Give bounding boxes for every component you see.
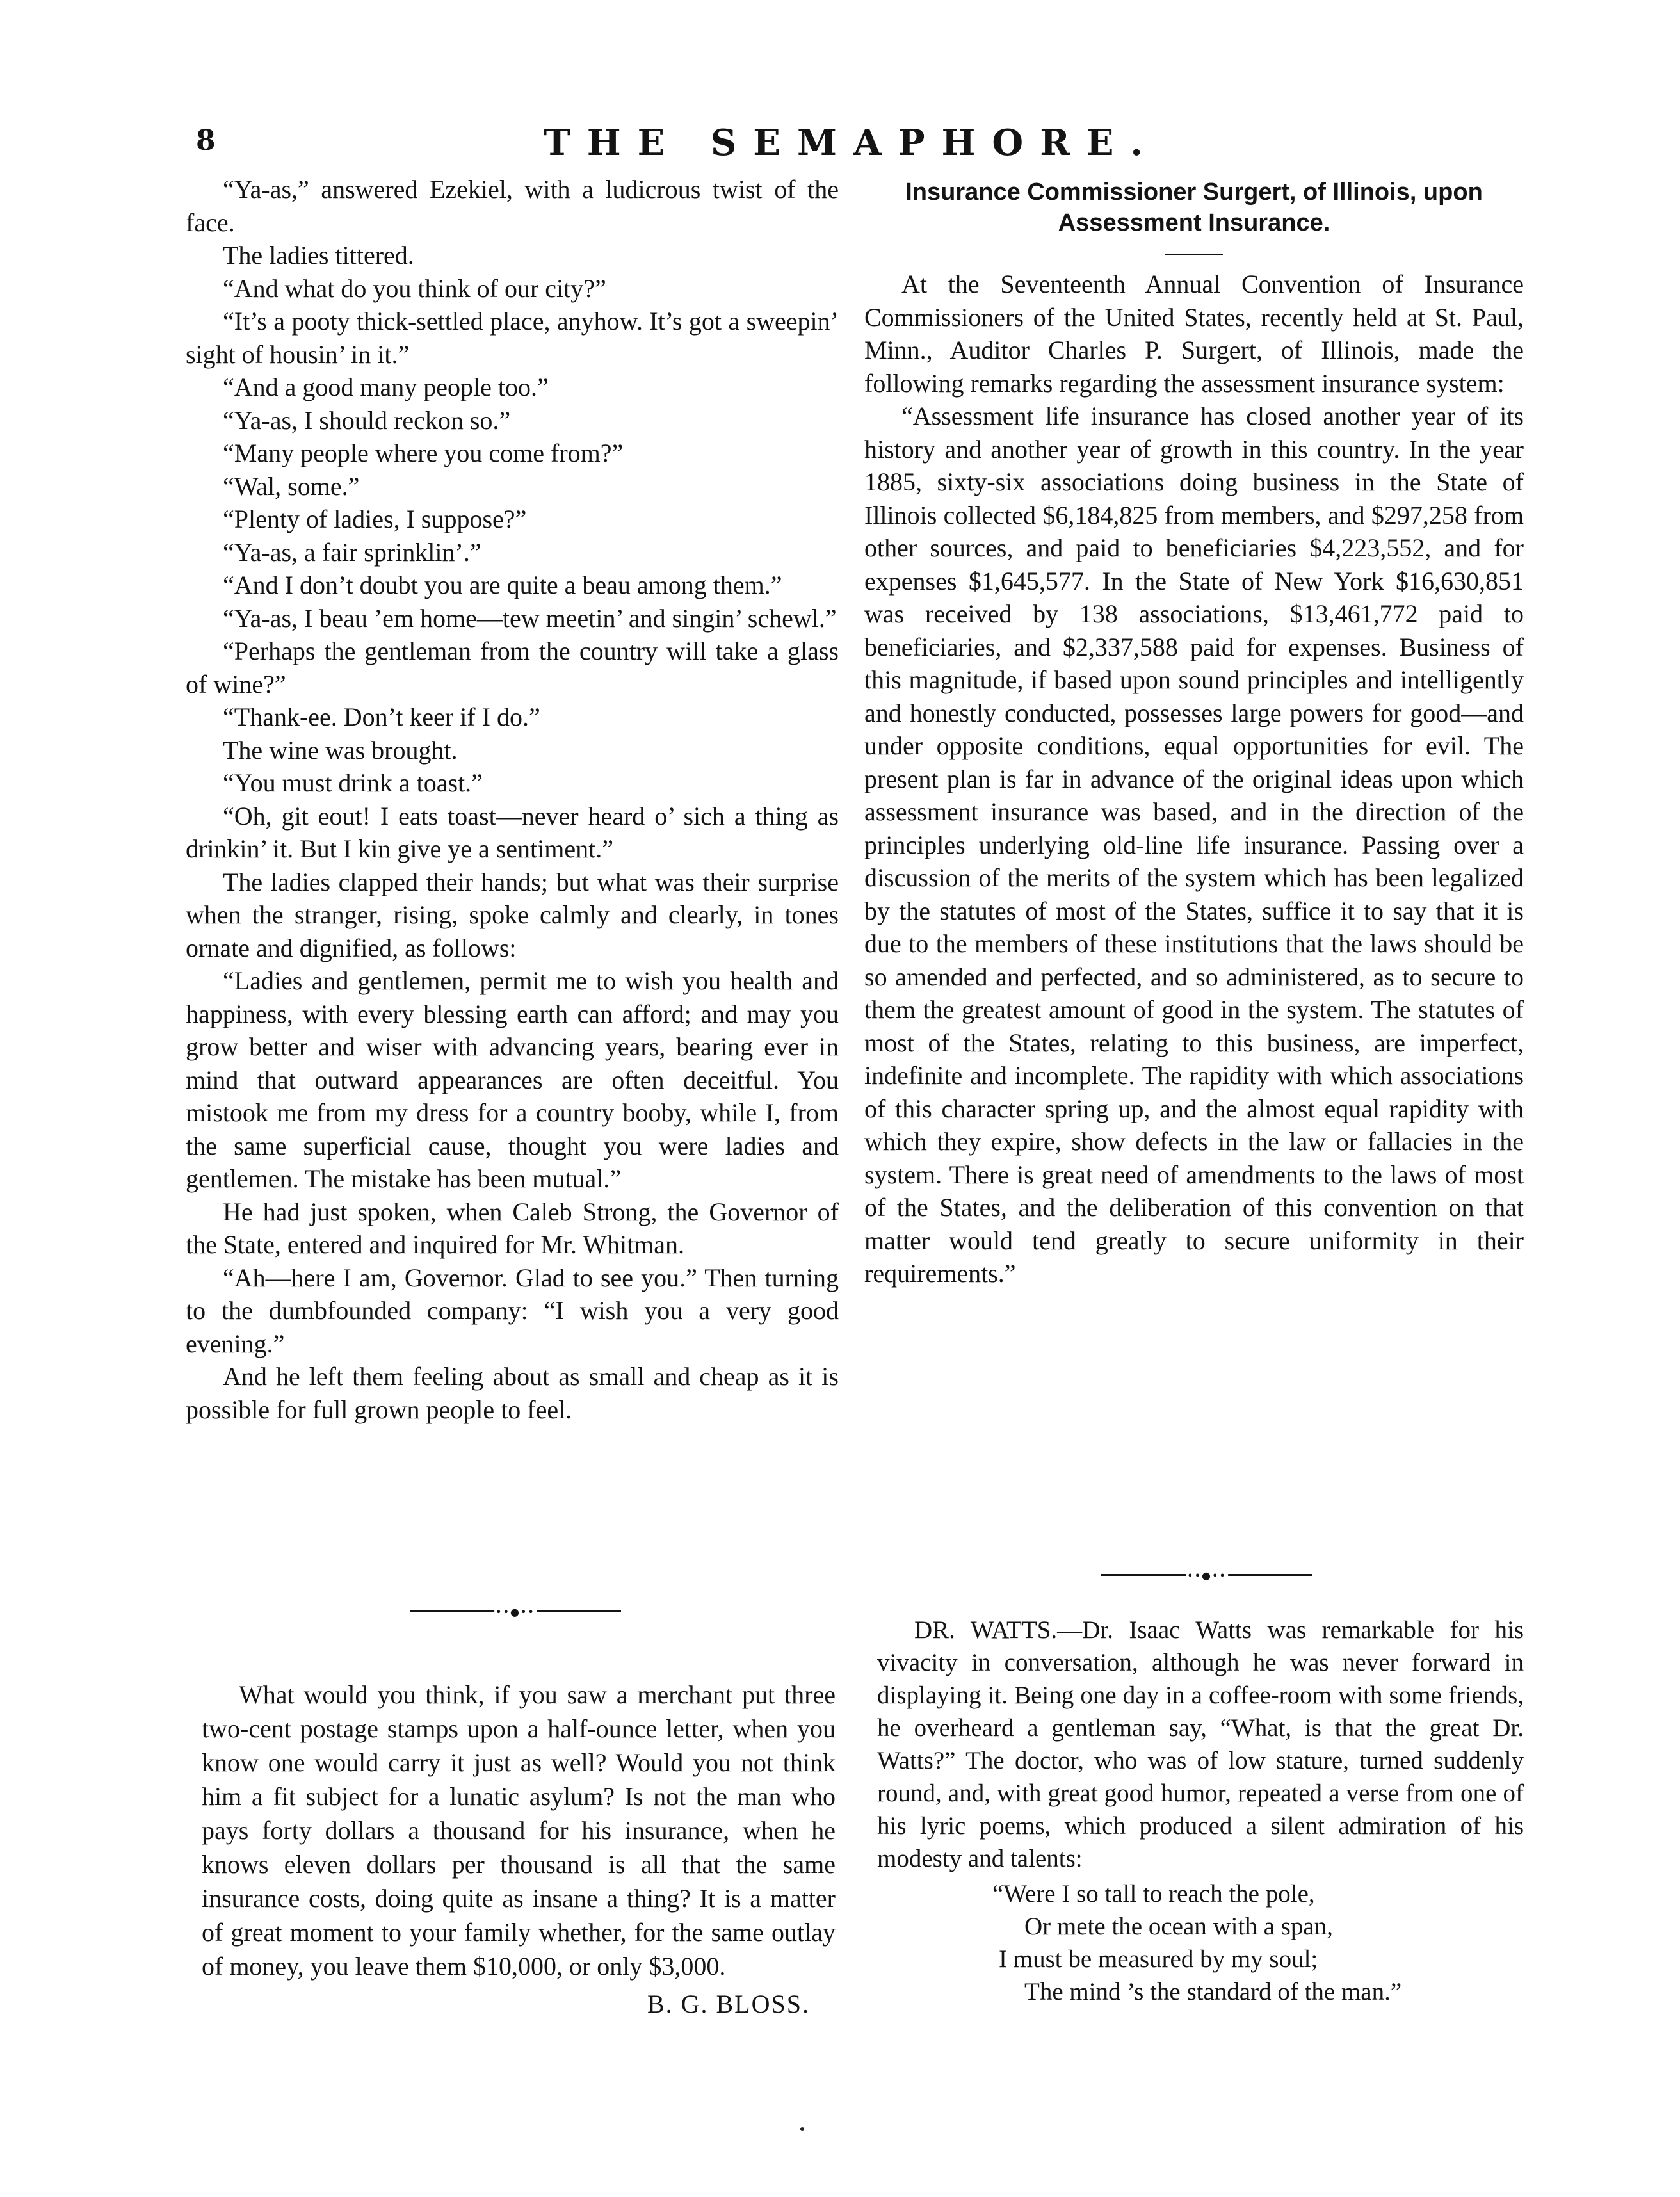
section-divider: ••●••	[1101, 1574, 1312, 1576]
story-paragraph: “And what do you think of our city?”	[223, 273, 606, 303]
story-paragraph: “Plenty of ladies, I suppose?”	[223, 505, 527, 533]
author-signature: B. G. BLOSS.	[647, 1990, 810, 2018]
story-paragraph: “Oh, git eout! I eats toast—never heard o’ sich a thing as drinkin’ it. But I kin give ye a sentiment.”	[186, 801, 839, 863]
watts-lead: DR. WATTS.	[914, 1616, 1058, 1644]
article-paragraph: “Assessment life insurance has closed another year of its history and another year of growth in this country. In the year 1885, sixty-six associations doing business in the State of Illinois collected $6,184,825 from members, and $297,258 from other sources, and paid to beneficiaries $4,223,552, and for expenses $1,645,577. In the State of New York $16,630,851 was received by 138 associations, $13,461,772 paid to beneficiaries, and $2,337,588 paid for expenses. Business of this magnitude, if based upon sound principles and intelligently and honestly conducted, possesses large powers for good—and under opposite conditions, equal opportunities for evil. The present plan is far in advance of the original ideas upon which assessment insurance was based, and in the direction of the principles underlying old-line life insurance. Passing over a discussion of the merits of the system which has been legalized by the statutes of most of the States, suffice it to say that it is due to the members of these institutions that the laws should be so amended and perfected, and so administered, as to secure to them the greatest amount of good in the system. The statutes of most of the States, relating to this business, are imperfect, indefinite and incomplete. The rapidity with which associations of this character spring up, and the almost equal rapidity with which they expire, show defects in the law or fallacies in the system. There is great need of amendments to the laws of most of the States, and the deliberation of this convention on that matter would tend greatly to secure uniformity in their requirements.”	[864, 401, 1524, 1288]
title-rule	[1165, 254, 1223, 255]
story-paragraph: “Wal, some.”	[223, 471, 360, 501]
merchant-paragraph: What would you think, if you saw a merchant put three two-cent postage stamps upon a half-ounce letter, when you know one would carry it just as well? Would you not think him a fit subject for a lunatic asylum? Is not the man who pays forty dollars a thousand for his insurance, when he knows eleven dollars per thousand is all that the same insurance costs, doing quite as insane a thing? It is a matter of great moment to your family whether, for the same outlay of money, you leave them $10,000, or only $3,000.	[202, 1680, 836, 1981]
story-paragraph: He had just spoken, when Caleb Strong, the Governor of the State, entered and inquired for Mr. Whitman.	[186, 1197, 839, 1259]
story-paragraph: The ladies clapped their hands; but what was their surprise when the stranger, rising, spoke calmly and clearly, in tones ornate and dignified, as follows:	[186, 867, 839, 962]
story-paragraph: “And I don’t doubt you are quite a beau among them.”	[223, 571, 782, 599]
watts-paragraph	[877, 1614, 1524, 1875]
story-paragraph: “Ya-as, I beau ’em home—tew meetin’ and singin’ schewl.”	[223, 603, 837, 633]
story-paragraph: “You must drink a toast.”	[223, 768, 483, 797]
story-column	[186, 173, 839, 1426]
page-number: 8	[196, 124, 216, 157]
verse-line: I must be measured by my soul;	[999, 1945, 1318, 1973]
story-paragraph: The ladies tittered.	[223, 241, 414, 270]
watts-text: —Dr. Isaac Watts was remarkable for his vivacity in conversation, although he was never forward in displaying it. Being one day in a coffee-room with some friends, he overheard a gentleman say, “What, is that the great Dr. Watts?” The doctor, who was of low stature, turned suddenly round, and, with great good humor, repeated a verse from one of his lyric poems, which produced a silent admiration of his modesty and talents:	[877, 1616, 1524, 1872]
story-paragraph: “Ah—here I am, Governor. Glad to see you.” Then turning to the dumbfounded company: “I wish you a very good evening.”	[186, 1263, 839, 1358]
story-paragraph: “Ya-as, a fair sprinklin’.”	[223, 537, 481, 567]
article-title: Insurance Commissioner Surgert, of Illinois, upon Assessment Insurance.	[905, 179, 1483, 236]
article-paragraph: At the Seventeenth Annual Convention of Insurance Commissioners of the United States, recently held at St. Paul, Minn., Auditor Charles P. Surgert, of Illinois, made the following remarks regarding the assessment insurance system:	[864, 270, 1524, 398]
insurance-article	[864, 177, 1524, 1290]
story-paragraph: “And a good many people too.”	[223, 373, 549, 401]
story-paragraph: “Thank-ee. Don’t keer if I do.”	[223, 702, 540, 731]
story-paragraph: “It’s a pooty thick-settled place, anyhow. It’s got a sweepin’ sight of housin’ in it.”	[186, 307, 839, 369]
print-speck	[800, 2127, 804, 2131]
section-divider: ••●••	[410, 1610, 621, 1612]
story-paragraph: “Ya-as,” answered Ezekiel, with a ludicrous twist of the face.	[186, 175, 839, 237]
verse-line: “Were I so tall to reach the pole,	[992, 1880, 1315, 1908]
story-paragraph: “Ya-as, I should reckon so.”	[223, 405, 511, 435]
verse-line: The mind ’s the standard of the man.”	[1024, 1978, 1402, 2006]
masthead-title: THE SEMAPHORE.	[544, 122, 1159, 164]
story-paragraph: “Ladies and gentlemen, permit me to wish you health and happiness, with every blessing earth can afford; and may you grow better and wiser with advancing years, bearing ever in mind that outward appearances are often deceitful. You mistook me from my dress for a country booby, while I, from the same superficial cause, thought you were ladies and gentlemen. The mistake has been mutual.”	[186, 966, 839, 1193]
merchant-article	[202, 1678, 836, 2021]
page-header	[186, 122, 1517, 166]
story-paragraph: The wine was brought.	[223, 735, 458, 765]
watts-article	[877, 1614, 1524, 2008]
verse-line: Or mete the ocean with a span,	[1024, 1913, 1333, 1940]
story-paragraph: And he left them feeling about as small and cheap as it is possible for full grown people to feel.	[186, 1362, 839, 1424]
watts-verse	[877, 1877, 1524, 2008]
story-paragraph: “Perhaps the gentleman from the country will take a glass of wine?”	[186, 636, 839, 699]
story-paragraph: “Many people where you come from?”	[223, 439, 624, 467]
